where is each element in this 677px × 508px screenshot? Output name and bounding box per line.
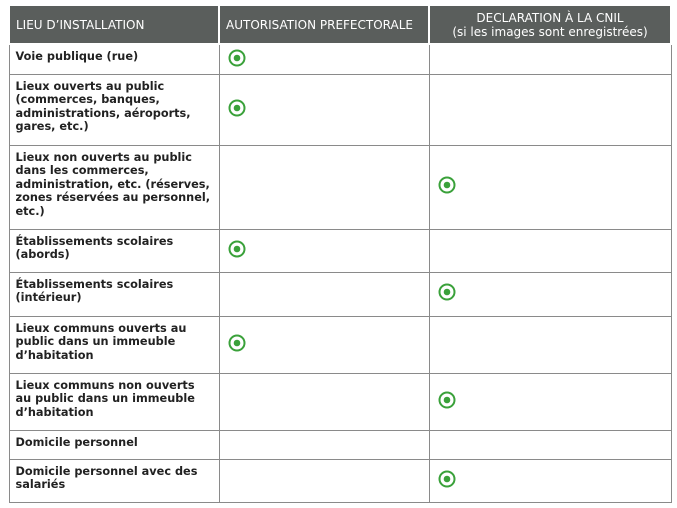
radio-checked-icon <box>438 391 456 409</box>
cell-autorisation <box>219 459 429 502</box>
cell-lieu: Voie publique (rue) <box>9 44 219 74</box>
cell-declaration <box>429 316 671 373</box>
cell-declaration <box>429 44 671 74</box>
cell-autorisation <box>219 373 429 430</box>
radio-checked-icon <box>438 470 456 488</box>
table-row <box>9 459 671 502</box>
table-row <box>9 316 671 373</box>
cell-lieu: Lieux communs ouverts au public dans un immeuble d’habitation <box>9 316 219 373</box>
header-row <box>9 6 671 44</box>
cell-autorisation <box>219 272 429 316</box>
installation-table-container <box>8 6 670 503</box>
table-row <box>9 272 671 316</box>
table-row <box>9 74 671 145</box>
header-declaration <box>429 6 671 44</box>
installation-table <box>8 6 672 503</box>
radio-checked-icon <box>228 334 246 352</box>
table-row <box>9 373 671 430</box>
cell-lieu: Établissements scolaires (abords) <box>9 229 219 272</box>
cell-declaration <box>429 459 671 502</box>
header-declaration-title: DECLARATION À LA CNIL <box>476 10 624 25</box>
table-row <box>9 44 671 74</box>
radio-checked-icon <box>228 240 246 258</box>
cell-autorisation <box>219 229 429 272</box>
header-lieu: LIEU D’INSTALLATION <box>9 6 219 44</box>
cell-autorisation <box>219 316 429 373</box>
table-row <box>9 145 671 229</box>
cell-lieu: Domicile personnel avec des salariés <box>9 459 219 502</box>
cell-autorisation <box>219 74 429 145</box>
cell-lieu: Lieux non ouverts au public dans les commerces, administration, etc. (réserves, zones réservées au personnel, etc.) <box>9 145 219 229</box>
cell-lieu: Domicile personnel <box>9 430 219 459</box>
radio-checked-icon <box>228 99 246 117</box>
cell-lieu: Lieux ouverts au public (commerces, banques, administrations, aéroports, gares, etc.) <box>9 74 219 145</box>
table-row <box>9 430 671 459</box>
radio-checked-icon <box>228 49 246 67</box>
table-body <box>9 44 671 502</box>
cell-autorisation <box>219 44 429 74</box>
cell-declaration <box>429 272 671 316</box>
cell-declaration <box>429 430 671 459</box>
radio-checked-icon <box>438 283 456 301</box>
cell-autorisation <box>219 430 429 459</box>
cell-declaration <box>429 373 671 430</box>
radio-checked-icon <box>438 176 456 194</box>
cell-declaration <box>429 145 671 229</box>
cell-declaration <box>429 74 671 145</box>
cell-autorisation <box>219 145 429 229</box>
cell-lieu: Lieux communs non ouverts au public dans un immeuble d’habitation <box>9 373 219 430</box>
header-autorisation: AUTORISATION PREFECTORALE <box>219 6 429 44</box>
table-row <box>9 229 671 272</box>
cell-lieu: Établissements scolaires (intérieur) <box>9 272 219 316</box>
header-declaration-note: (si les images sont enregistrées) <box>452 24 648 39</box>
cell-declaration <box>429 229 671 272</box>
